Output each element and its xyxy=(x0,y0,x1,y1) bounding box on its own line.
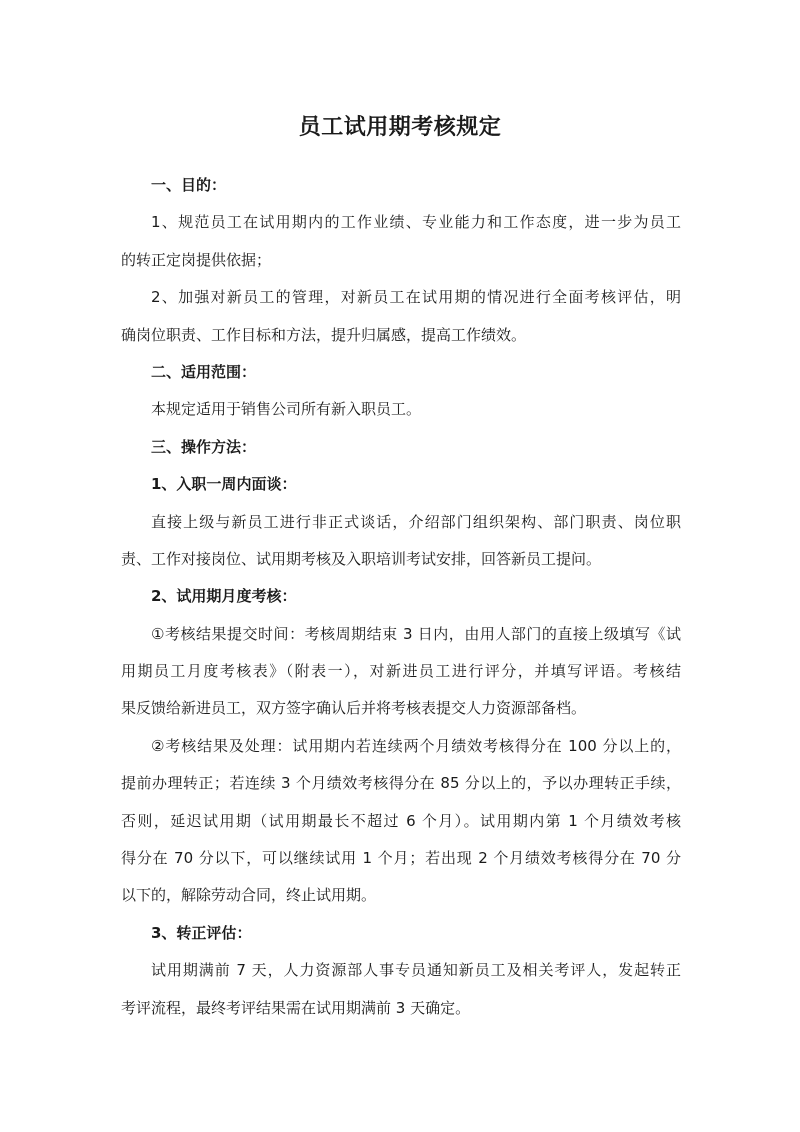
monthly-review-b-line-2: 提前办理转正；若连续 3 个月绩效考核得分在 85 分以上的，予以办理转正手续， xyxy=(121,774,681,793)
monthly-review-b-line-4: 得分在 70 分以下，可以继续试用 1 个月；若出现 2 个月绩效考核得分在 70 分 xyxy=(121,849,681,868)
scope-text: 本规定适用于销售公司所有新入职员工。 xyxy=(151,400,422,419)
section-heading-method: 三、操作方法： xyxy=(151,437,257,456)
monthly-review-b-line-1: ②考核结果及处理：试用期内若连续两个月绩效考核得分在 100 分以上的， xyxy=(151,736,681,755)
monthly-review-b-line-5: 以下的，解除劳动合同，终止试用期。 xyxy=(121,886,377,905)
monthly-review-a-line-2: 用期员工月度考核表》（附表一），对新进员工进行评分，并填写评语。考核结 xyxy=(121,662,681,681)
purpose-item-2-line-2: 确岗位职责、工作目标和方法，提升归属感，提高工作绩效。 xyxy=(121,325,527,344)
subsection-heading-monthly-review: 2、试用期月度考核： xyxy=(151,587,297,606)
monthly-review-a-line-3: 果反馈给新进员工，双方签字确认后并将考核表提交人力资源部备档。 xyxy=(121,699,587,718)
monthly-review-a-line-1: ①考核结果提交时间：考核周期结束 3 日内，由用人部门的直接上级填写《试 xyxy=(151,624,681,643)
section-heading-scope: 二、适用范围： xyxy=(151,362,257,381)
document-body xyxy=(121,171,681,1031)
document-title: 员工试用期考核规定 xyxy=(298,115,502,140)
interview-line-1: 直接上级与新员工进行非正式谈话，介绍部门组织架构、部门职责、岗位职 xyxy=(151,512,681,531)
purpose-item-1-line-2: 的转正定岗提供依据； xyxy=(121,250,272,269)
purpose-item-2-line-1: 2、加强对新员工的管理，对新员工在试用期的情况进行全面考核评估，明 xyxy=(151,288,681,307)
section-heading-purpose: 一、目的： xyxy=(151,176,227,194)
confirmation-line-1: 试用期满前 7 天，人力资源部人事专员通知新员工及相关考评人，发起转正 xyxy=(151,961,681,980)
purpose-item-1-line-1: 1、规范员工在试用期内的工作业绩、专业能力和工作态度，进一步为员工 xyxy=(151,213,681,232)
interview-line-2: 责、工作对接岗位、试用期考核及入职培训考试安排，回答新员工提问。 xyxy=(121,549,602,568)
monthly-review-b-line-3: 否则，延迟试用期（试用期最长不超过 6 个月）。试用期内第 1 个月绩效考核 xyxy=(121,811,681,830)
confirmation-line-2: 考评流程，最终考评结果需在试用期满前 3 天确定。 xyxy=(121,998,471,1017)
subsection-heading-confirmation: 3、转正评估： xyxy=(151,923,252,942)
subsection-heading-interview: 1、入职一周内面谈： xyxy=(151,475,297,494)
